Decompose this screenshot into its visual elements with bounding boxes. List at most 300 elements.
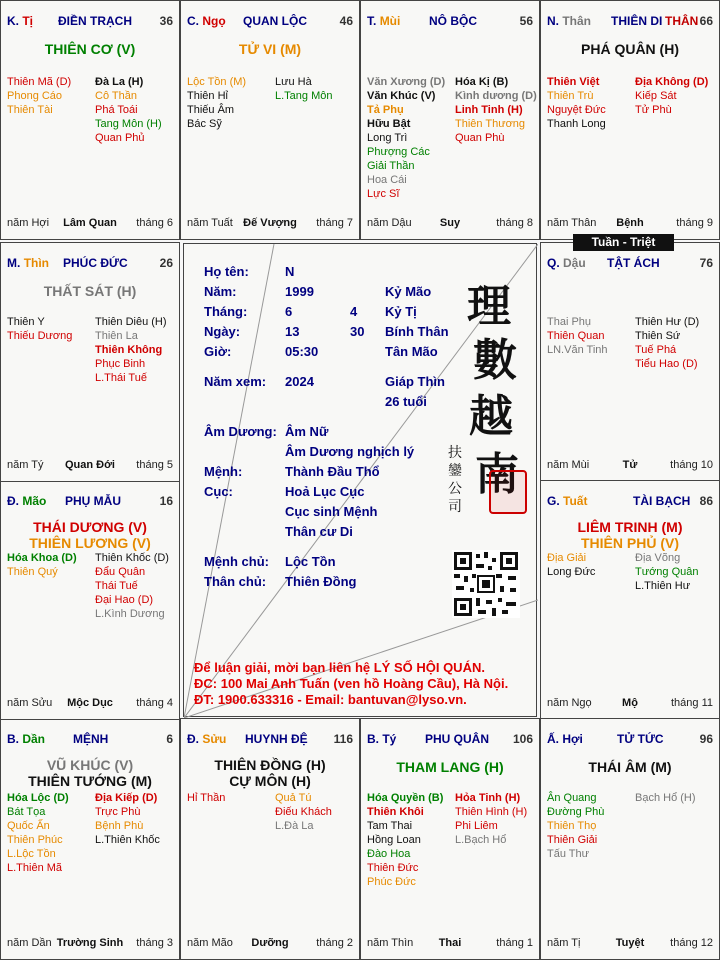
- palace-can: T.: [367, 14, 377, 28]
- main-star: LIÊM TRINH (M): [577, 519, 683, 535]
- minor-star: Thiên Mã (D): [7, 76, 72, 88]
- palace-chi: Sửu: [202, 732, 227, 746]
- than-chu-value: Thiên Đồng: [285, 574, 357, 589]
- palace-age-number: 16: [159, 494, 173, 508]
- footer-truong-sinh: Quan Đới: [65, 459, 115, 471]
- palace-age-number: 66: [699, 14, 713, 28]
- palace-name: PHỤ MẪU: [65, 494, 121, 508]
- minor-star: Thiên Trù: [547, 90, 594, 102]
- palace-can: K.: [7, 14, 19, 28]
- main-star: THÁI ÂM (M): [588, 759, 672, 775]
- minor-star: Đường Phù: [547, 806, 605, 818]
- minor-star: Tam Thai: [367, 820, 413, 832]
- thang-can-chi: Kỷ Tị: [385, 304, 417, 319]
- menh-label: Mệnh:: [204, 464, 243, 479]
- small-seal-text: 扶 鑾 公 司: [448, 445, 462, 515]
- palace-branch: [7, 494, 46, 508]
- palace-header: [547, 256, 713, 272]
- stars-right: [275, 791, 332, 833]
- palace-footer: [547, 217, 713, 231]
- palace-header: [7, 732, 173, 748]
- minor-star: Lưu Hà: [275, 76, 312, 88]
- minor-star: Quan Phủ: [95, 132, 145, 144]
- palace-branch: [7, 14, 33, 28]
- minor-star: Tử Phù: [635, 104, 672, 116]
- nam-label: Năm:: [204, 284, 237, 299]
- palace-branch: [187, 732, 226, 746]
- minor-star: Thiên Y: [7, 316, 45, 328]
- minor-star: Thiên Hỉ: [187, 90, 228, 102]
- nam-xem-can-chi: Giáp Thìn: [385, 374, 445, 389]
- main-star: THIÊN LƯƠNG (V): [29, 535, 151, 551]
- chart-center-info: [183, 243, 537, 717]
- minor-star: Văn Xương (D): [367, 76, 446, 88]
- stars-right: [455, 791, 527, 847]
- minor-star: Thiên Đức: [367, 862, 419, 874]
- minor-star: Lực Sĩ: [367, 188, 400, 200]
- palace-branch: [547, 494, 587, 508]
- palace-chi: Mão: [22, 494, 47, 508]
- cuc-note-1: Cục sinh Mệnh: [285, 504, 378, 519]
- palace-can: Q.: [547, 256, 560, 270]
- minor-star: L.Thiên Mã: [7, 862, 63, 874]
- nam-can-chi: Kỷ Mão: [385, 284, 432, 299]
- minor-star: Đào Hoa: [367, 848, 411, 860]
- minor-star: Hỉ Thần: [187, 792, 226, 804]
- minor-star: Phượng Các: [367, 146, 430, 158]
- minor-star: Ân Quang: [547, 792, 597, 804]
- palace-name: HUYNH ĐỆ: [245, 732, 308, 746]
- minor-star: Trực Phù: [95, 806, 141, 818]
- minor-star: Văn Khúc (V): [367, 90, 436, 102]
- palace-name: TÀI BẠCH: [633, 494, 691, 508]
- minor-star: Thiên Khốc (D): [95, 552, 169, 564]
- footer-year: năm Dậu: [367, 217, 412, 229]
- ho-ten-value: N: [285, 264, 295, 279]
- than-chu-label: Thân chủ:: [204, 574, 267, 589]
- footer-month: tháng 1: [496, 937, 533, 949]
- palace-branch: [547, 732, 583, 746]
- palace-can: Đ.: [7, 494, 19, 508]
- footer-month: tháng 5: [136, 459, 173, 471]
- ngay-label: Ngày:: [204, 324, 241, 339]
- cuc-label: Cục:: [204, 484, 233, 499]
- palace-header: [547, 732, 713, 748]
- minor-star: L.Thiên Hư: [635, 580, 691, 592]
- tuoi-value: 26 tuổi: [385, 394, 427, 409]
- palace-chi: Tị: [22, 14, 34, 28]
- palace-age-number: 56: [519, 14, 533, 28]
- minor-star: Bệnh Phù: [95, 820, 144, 832]
- minor-star: L.Đà La: [275, 820, 314, 832]
- palace-header: [187, 14, 353, 30]
- stars-left: [367, 791, 443, 889]
- contact-line-3: ĐT: 1900.633316 - Email: bantuvan@lyso.vn.: [194, 692, 467, 707]
- minor-star: Bát Tọa: [7, 806, 46, 818]
- minor-star: Thiên Diêu (H): [95, 316, 167, 328]
- minor-star: Hoa Cái: [367, 174, 407, 186]
- minor-star: Tiểu Hao (D): [635, 358, 698, 370]
- minor-star: Tuế Phá: [635, 344, 677, 356]
- palace-cell-mao: [0, 480, 180, 720]
- minor-star: Thiên Giải: [547, 834, 598, 846]
- palace-footer: [7, 937, 173, 951]
- menh-value: Thành Đầu Thổ: [285, 464, 380, 479]
- stars-left: [187, 791, 225, 805]
- palace-name: TỬ TỨC: [617, 732, 664, 746]
- palace-cell-dan: [0, 718, 180, 960]
- palace-footer: [547, 697, 713, 711]
- palace-header: [547, 14, 713, 30]
- footer-year: năm Dần: [7, 937, 52, 949]
- palace-branch: [7, 732, 45, 746]
- stars-right: [95, 551, 169, 621]
- palace-footer: [187, 937, 353, 951]
- palace-can: C.: [187, 14, 199, 28]
- minor-star: Tang Môn (H): [95, 118, 162, 130]
- palace-name: NÔ BỘC: [429, 14, 477, 28]
- palace-name: TẬT ÁCH: [607, 256, 660, 270]
- contact-line-1: Để luận giải, mời bạn liên hệ LÝ SỐ HỘI QUÁN.: [194, 660, 485, 675]
- minor-star: L.Thái Tuế: [95, 372, 147, 384]
- minor-star: Phi Liêm: [455, 820, 498, 832]
- stars-left: [547, 75, 606, 131]
- minor-star: L.Kình Dương: [95, 608, 165, 620]
- palace-age-number: 96: [699, 732, 713, 746]
- nam-xem-label: Năm xem:: [204, 374, 267, 389]
- stars-right: [455, 75, 537, 145]
- footer-truong-sinh: Thai: [438, 937, 462, 949]
- minor-star: Kiếp Sát: [635, 90, 677, 102]
- footer-truong-sinh: Đế Vượng: [243, 217, 297, 229]
- palace-chi: Dần: [22, 732, 46, 746]
- ngay-duong: 13: [285, 324, 300, 339]
- footer-month: tháng 2: [316, 937, 353, 949]
- palace-chi: Thân: [562, 14, 592, 28]
- minor-star: Long Đức: [547, 566, 596, 578]
- qr-code: [452, 550, 520, 618]
- palace-can: M.: [7, 256, 21, 270]
- palace-chi: Hợi: [562, 732, 583, 746]
- palace-branch: [187, 14, 226, 28]
- main-star: THIÊN TƯỚNG (M): [28, 773, 152, 789]
- stars-right: [635, 791, 696, 805]
- thang-am: 4: [350, 304, 358, 319]
- palace-name: PHU QUÂN: [425, 732, 490, 746]
- minor-star: L.Thiên Khốc: [95, 834, 160, 846]
- footer-month: tháng 8: [496, 217, 533, 229]
- stars-left: [7, 791, 69, 875]
- am-duong-label: Âm Dương:: [204, 424, 277, 439]
- footer-truong-sinh: Mộc Dục: [67, 697, 113, 709]
- stars-right: [95, 315, 167, 385]
- am-duong-note: Âm Dương nghịch lý: [285, 444, 415, 459]
- palace-can: B.: [367, 732, 379, 746]
- minor-star: Đà La (H): [95, 76, 144, 88]
- minor-star: Hóa Kị (B): [455, 76, 509, 88]
- main-star: THÁI DƯƠNG (V): [33, 519, 147, 535]
- calligraphy-char-1: 理: [467, 281, 511, 332]
- minor-star: Thiên La: [95, 330, 138, 342]
- calligraphy-char-2: 數: [473, 335, 517, 386]
- palace-header: [367, 14, 533, 30]
- palace-can: N.: [547, 14, 559, 28]
- footer-truong-sinh: Bệnh: [616, 217, 644, 229]
- stars-right: [635, 75, 708, 117]
- minor-star: Phúc Đức: [367, 876, 416, 888]
- palace-branch: [367, 14, 400, 28]
- stars-right: [95, 75, 162, 145]
- stars-right: [275, 75, 332, 103]
- nam-xem-value: 2024: [285, 374, 314, 389]
- calligraphy-char-3: 越: [469, 391, 513, 442]
- palace-header: [367, 732, 533, 748]
- footer-truong-sinh: Dưỡng: [251, 937, 289, 949]
- gio-value: 05:30: [285, 344, 319, 359]
- minor-star: Long Trì: [367, 132, 408, 144]
- palace-cell-hoi: [540, 718, 720, 960]
- palace-cell-ty: [360, 718, 540, 960]
- palace-chi: Thìn: [23, 256, 50, 270]
- palace-cell-ngo: [180, 0, 360, 240]
- stars-left: [7, 551, 77, 579]
- minor-star: Kình dương (D): [455, 90, 537, 102]
- main-star: THAM LANG (H): [396, 759, 504, 775]
- ngay-am: 30: [350, 324, 365, 339]
- minor-star: Thiên Quý: [7, 566, 58, 578]
- menh-chu-label: Mệnh chủ:: [204, 554, 269, 569]
- main-star: THIÊN ĐỒNG (H): [214, 757, 326, 773]
- palace-header: [547, 494, 713, 510]
- minor-star: Tấu Thư: [547, 848, 590, 860]
- palace-cell-dau: [540, 242, 720, 482]
- minor-star: Thiên Hư (D): [635, 316, 700, 328]
- palace-branch: [7, 256, 49, 270]
- footer-year: năm Sửu: [7, 697, 53, 709]
- palace-name: MỆNH: [73, 732, 109, 746]
- footer-year: năm Mùi: [547, 459, 590, 471]
- palace-cell-thin: [0, 242, 180, 482]
- minor-star: Giải Thần: [367, 160, 415, 172]
- minor-star: Phá Toái: [95, 104, 138, 116]
- minor-star: L.Bạch Hổ: [455, 834, 507, 846]
- minor-star: Thiên Quan: [547, 330, 605, 342]
- palace-branch: [547, 256, 586, 270]
- footer-year: năm Ngọ: [547, 697, 592, 709]
- palace-cell-mui: [360, 0, 540, 240]
- minor-star: Thiên Việt: [547, 76, 600, 88]
- calligraphy-char-4: 南: [475, 449, 519, 500]
- palace-can: Ấ.: [547, 732, 559, 746]
- main-star: THIÊN CƠ (V): [44, 41, 136, 57]
- palace-header: [7, 14, 173, 30]
- palace-age-number: 106: [512, 732, 533, 746]
- stars-right: [635, 551, 699, 593]
- footer-truong-sinh: Lâm Quan: [63, 217, 117, 229]
- palace-name: PHÚC ĐỨC: [63, 256, 128, 270]
- palace-footer: [547, 937, 713, 951]
- minor-star: Thiên Thương: [455, 118, 526, 130]
- am-duong-value: Âm Nữ: [285, 424, 329, 439]
- palace-age-number: 86: [699, 494, 713, 508]
- minor-star: Thiên Hình (H): [455, 806, 528, 818]
- palace-can: B.: [7, 732, 19, 746]
- minor-star: L.Lộc Tồn: [7, 848, 56, 860]
- footer-truong-sinh: Tuyệt: [615, 937, 645, 949]
- palace-chi: Ngọ: [202, 14, 226, 28]
- palace-header: [187, 732, 353, 748]
- minor-star: Hóa Khoa (D): [7, 552, 77, 564]
- palace-chi: Mùi: [379, 14, 401, 28]
- palace-age-number: 26: [159, 256, 173, 270]
- red-seal: [489, 470, 527, 514]
- minor-star: Thiên Không: [95, 344, 163, 356]
- palace-age-number: 6: [166, 732, 173, 746]
- footer-month: tháng 4: [136, 697, 173, 709]
- stars-left: [187, 75, 246, 131]
- palace-can: Đ.: [187, 732, 199, 746]
- footer-month: tháng 9: [676, 217, 713, 229]
- palace-can: G.: [547, 494, 560, 508]
- minor-star: LN.Văn Tinh: [547, 344, 608, 356]
- palace-age-number: 36: [159, 14, 173, 28]
- palace-footer: [7, 459, 173, 473]
- minor-star: Đại Hao (D): [95, 594, 154, 606]
- minor-star: Thiếu Âm: [187, 104, 235, 116]
- minor-star: Tả Phụ: [367, 104, 404, 116]
- palace-header: [7, 494, 173, 510]
- palace-cell-tuat: [540, 480, 720, 720]
- palace-name: ĐIỀN TRẠCH: [58, 14, 132, 28]
- footer-year: năm Thìn: [367, 937, 414, 949]
- palace-cell-ti: [0, 0, 180, 240]
- minor-star: Thiên Sứ: [635, 330, 681, 342]
- stars-left: [547, 791, 604, 861]
- footer-month: tháng 11: [670, 697, 713, 709]
- minor-star: Quốc Ấn: [7, 820, 50, 832]
- palace-name: QUAN LỘC: [243, 14, 307, 28]
- cuc-note-2: Thân cư Di: [285, 524, 353, 539]
- palace-branch: [367, 732, 396, 746]
- stars-left: [547, 551, 595, 579]
- main-star: TỬ VI (M): [238, 41, 302, 57]
- minor-star: Hồng Loan: [367, 834, 421, 846]
- footer-year: năm Thân: [547, 217, 597, 229]
- palace-cell-than: [540, 0, 720, 240]
- palace-footer: [7, 217, 173, 231]
- minor-star: Thiên Tài: [7, 104, 53, 116]
- minor-star: Linh Tinh (H): [455, 104, 523, 116]
- stars-left: [367, 75, 445, 201]
- palace-chi: Tý: [382, 732, 397, 746]
- footer-year: năm Tị: [547, 937, 581, 949]
- thang-duong: 6: [285, 304, 293, 319]
- palace-chi: Dậu: [563, 256, 586, 270]
- tuan-triet-badge: Tuần - Triệt: [573, 234, 674, 251]
- footer-year: năm Tuất: [187, 217, 233, 229]
- minor-star: Bác Sỹ: [187, 118, 222, 130]
- palace-age-number: 46: [339, 14, 353, 28]
- minor-star: Thiên Khôi: [367, 806, 424, 818]
- minor-star: Điếu Khách: [275, 806, 332, 818]
- ngay-can-chi: Bính Thân: [385, 324, 449, 339]
- footer-year: năm Tý: [7, 459, 44, 471]
- footer-month: tháng 7: [316, 217, 353, 229]
- minor-star: Thanh Long: [547, 118, 606, 130]
- minor-star: Thiếu Dương: [7, 330, 73, 342]
- minor-star: Đẩu Quân: [95, 566, 146, 578]
- main-star: VŨ KHÚC (V): [46, 757, 134, 773]
- palace-footer: [547, 459, 713, 473]
- minor-star: Phục Binh: [95, 358, 146, 370]
- footer-truong-sinh: Tử: [622, 459, 638, 471]
- minor-star: Tướng Quân: [635, 566, 699, 578]
- palace-age-number: 116: [333, 732, 353, 746]
- palace-chi: Tuất: [563, 494, 588, 508]
- menh-chu-value: Lộc Tồn: [285, 554, 336, 569]
- palace-than-marker: THÂN: [665, 14, 699, 28]
- minor-star: Thiên Phúc: [7, 834, 63, 846]
- palace-header: [7, 256, 173, 272]
- gio-label: Giờ:: [204, 344, 232, 359]
- footer-month: tháng 3: [136, 937, 173, 949]
- gio-can-chi: Tân Mão: [385, 344, 438, 359]
- stars-left: [547, 315, 608, 357]
- cuc-value: Hoả Lục Cục: [285, 484, 365, 499]
- main-star: THIÊN PHỦ (V): [581, 535, 679, 551]
- palace-footer: [367, 217, 533, 231]
- minor-star: Thái Tuế: [95, 580, 138, 592]
- footer-year: năm Mão: [187, 937, 233, 949]
- minor-star: Hóa Lộc (D): [7, 792, 69, 804]
- contact-line-2: ĐC: 100 Mai Anh Tuấn (ven hồ Hoàng Cầu), Hà Nội.: [194, 676, 509, 691]
- footer-month: tháng 6: [136, 217, 173, 229]
- minor-star: Địa Không (D): [635, 76, 709, 88]
- minor-star: Địa Kiếp (D): [95, 792, 158, 804]
- palace-footer: [7, 697, 173, 711]
- palace-name: THIÊN DI: [611, 14, 663, 28]
- minor-star: Thai Phụ: [547, 316, 592, 328]
- palace-age-number: 76: [699, 256, 713, 270]
- stars-left: [7, 315, 72, 343]
- stars-left: [7, 75, 71, 117]
- footer-truong-sinh: Suy: [439, 217, 461, 229]
- minor-star: Quan Phù: [455, 132, 505, 144]
- minor-star: Địa Võng: [635, 552, 681, 564]
- main-star: CỰ MÔN (H): [229, 773, 311, 789]
- thang-label: Tháng:: [204, 304, 248, 319]
- stars-right: [95, 791, 160, 847]
- main-star: THẤT SÁT (H): [43, 283, 137, 299]
- footer-month: tháng 12: [670, 937, 713, 949]
- minor-star: Hữu Bật: [367, 118, 411, 130]
- footer-year: năm Hợi: [7, 217, 50, 229]
- palace-cell-suu: [180, 718, 360, 960]
- footer-truong-sinh: Mộ: [622, 697, 638, 709]
- footer-month: tháng 10: [670, 459, 713, 471]
- nam-value: 1999: [285, 284, 314, 299]
- minor-star: Hóa Quyền (B): [367, 792, 444, 804]
- footer-truong-sinh: Trường Sinh: [56, 937, 124, 949]
- minor-star: L.Tang Môn: [275, 90, 333, 102]
- palace-footer: [187, 217, 353, 231]
- minor-star: Địa Giải: [547, 552, 587, 564]
- minor-star: Thiên Thọ: [547, 820, 597, 832]
- main-star: PHÁ QUÂN (H): [581, 41, 679, 57]
- minor-star: Hỏa Tinh (H): [455, 792, 521, 804]
- minor-star: Cô Thần: [95, 90, 137, 102]
- minor-star: Nguyệt Đức: [547, 104, 606, 116]
